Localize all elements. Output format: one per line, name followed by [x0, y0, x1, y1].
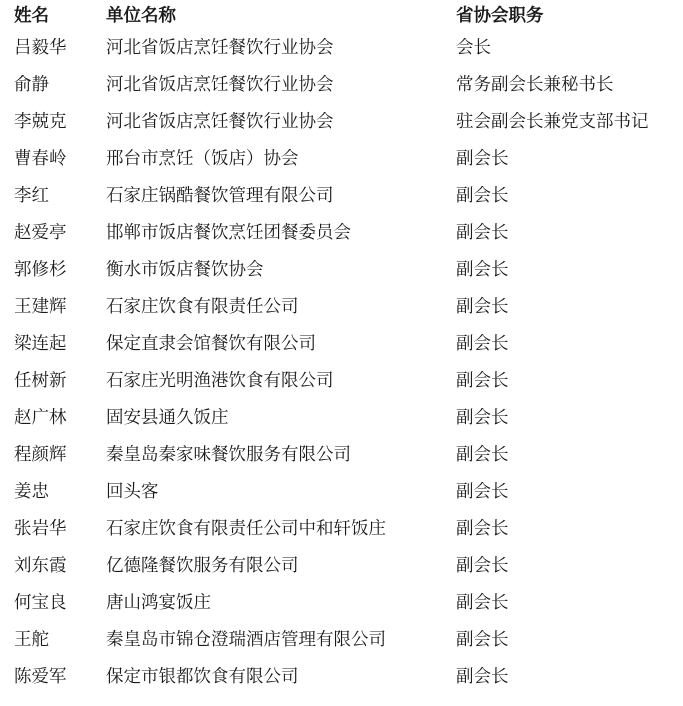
cell-unit: 河北省饭店烹饪餐饮行业协会 — [106, 38, 334, 58]
cell-unit: 唐山鸿宴饭庄 — [106, 593, 211, 613]
cell-role: 副会长 — [456, 149, 509, 169]
cell-role: 副会长 — [456, 371, 509, 391]
cell-role: 驻会副会长兼党支部书记 — [456, 112, 649, 132]
table-row — [14, 620, 683, 657]
cell-role: 会长 — [456, 38, 491, 58]
cell-name: 赵爱亭 — [14, 223, 67, 243]
cell-unit: 河北省饭店烹饪餐饮行业协会 — [106, 75, 334, 95]
table-body — [14, 28, 683, 694]
table-row — [14, 546, 683, 583]
cell-role: 副会长 — [456, 519, 509, 539]
cell-name: 何宝良 — [14, 593, 67, 613]
cell-role: 副会长 — [456, 667, 509, 687]
cell-unit: 保定市银都饮食有限公司 — [106, 667, 299, 687]
cell-name: 李红 — [14, 186, 49, 206]
member-table — [14, 0, 683, 694]
cell-name: 姜忠 — [14, 482, 49, 502]
cell-name: 王建辉 — [14, 297, 67, 317]
cell-unit: 邢台市烹饪（饭店）协会 — [106, 149, 299, 169]
table-row — [14, 28, 683, 65]
cell-unit: 邯郸市饭店餐饮烹饪团餐委员会 — [106, 223, 351, 243]
cell-role: 副会长 — [456, 297, 509, 317]
cell-unit: 河北省饭店烹饪餐饮行业协会 — [106, 112, 334, 132]
cell-role: 副会长 — [456, 408, 509, 428]
table-row — [14, 102, 683, 139]
table-row — [14, 250, 683, 287]
cell-name: 任树新 — [14, 371, 67, 391]
cell-role: 副会长 — [456, 334, 509, 354]
cell-unit: 回头客 — [106, 482, 159, 502]
cell-unit: 秦皇岛市锦仓澄瑞酒店管理有限公司 — [106, 630, 386, 650]
cell-role: 副会长 — [456, 556, 509, 576]
cell-role: 副会长 — [456, 593, 509, 613]
cell-unit: 亿德隆餐饮服务有限公司 — [106, 556, 299, 576]
cell-name: 陈爱军 — [14, 667, 67, 687]
header-unit: 单位名称 — [106, 5, 176, 26]
table-row — [14, 324, 683, 361]
cell-role: 常务副会长兼秘书长 — [456, 75, 614, 95]
table-row — [14, 213, 683, 250]
cell-unit: 保定直隶会馆餐饮有限公司 — [106, 334, 316, 354]
cell-role: 副会长 — [456, 186, 509, 206]
cell-role: 副会长 — [456, 223, 509, 243]
cell-unit: 石家庄光明渔港饮食有限公司 — [106, 371, 334, 391]
header-role: 省协会职务 — [456, 5, 544, 26]
table-row — [14, 139, 683, 176]
cell-role: 副会长 — [456, 260, 509, 280]
cell-unit: 石家庄锅酷餐饮管理有限公司 — [106, 186, 334, 206]
cell-name: 吕毅华 — [14, 38, 67, 58]
cell-unit: 石家庄饮食有限责任公司 — [106, 297, 299, 317]
header-name: 姓名 — [14, 5, 49, 26]
table-row — [14, 435, 683, 472]
cell-name: 王舵 — [14, 630, 49, 650]
cell-name: 刘东霞 — [14, 556, 67, 576]
table-row — [14, 509, 683, 546]
cell-role: 副会长 — [456, 482, 509, 502]
cell-unit: 固安县通久饭庄 — [106, 408, 229, 428]
table-row — [14, 398, 683, 435]
table-row — [14, 472, 683, 509]
table-row — [14, 176, 683, 213]
cell-name: 赵广林 — [14, 408, 67, 428]
cell-name: 郭修杉 — [14, 260, 67, 280]
cell-name: 俞静 — [14, 75, 49, 95]
table-row — [14, 657, 683, 694]
cell-role: 副会长 — [456, 445, 509, 465]
table-row — [14, 65, 683, 102]
table-row — [14, 361, 683, 398]
table-header — [14, 0, 683, 28]
cell-unit: 石家庄饮食有限责任公司中和轩饭庄 — [106, 519, 386, 539]
cell-name: 张岩华 — [14, 519, 67, 539]
cell-name: 李兢克 — [14, 112, 67, 132]
table-row — [14, 583, 683, 620]
cell-unit: 衡水市饭店餐饮协会 — [106, 260, 264, 280]
cell-name: 曹春岭 — [14, 149, 67, 169]
cell-unit: 秦皇岛秦家味餐饮服务有限公司 — [106, 445, 351, 465]
cell-name: 梁连起 — [14, 334, 67, 354]
table-row — [14, 287, 683, 324]
cell-role: 副会长 — [456, 630, 509, 650]
cell-name: 程颜辉 — [14, 445, 67, 465]
